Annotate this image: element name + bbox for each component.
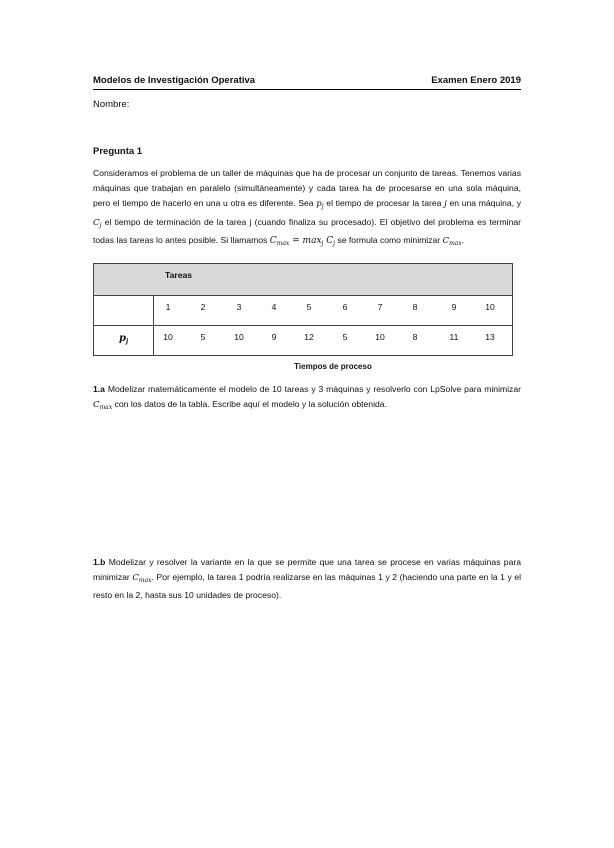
page-header xyxy=(93,75,521,90)
processing-time-cell: 5 xyxy=(200,332,206,342)
processing-time-cell: 8 xyxy=(412,332,418,342)
intro-text-1: Consideramos el problema de un taller de máquinas que ha de procesar un conjunto de tareas. Tenemos varias máquinas que trabajan en paralelo (simultáneamente) y cada tarea ha de procesarse en una sola máquina, pero el tiempo de hacerlo en una u otra es diferente. Sea xyxy=(93,168,521,209)
pj-symbol: $p_j$ xyxy=(316,199,324,211)
part-a-label: 1.a xyxy=(93,384,105,394)
part-a-statement: 1.a Modelizar matemáticamente el modelo de 10 tareas y 3 máquinas y resolverlo con LpSolve para minimizar $C_{max}$ con los datos de la tabla. Escribe aquí el modelo y la solución obtenida. xyxy=(93,384,521,412)
table-row-label: $p_j$ xyxy=(119,333,129,345)
exam-date: Examen Enero 2019 xyxy=(431,75,521,86)
intro-text-4: el tiempo de terminación de la tarea j (cuando finaliza su procesado). El objetivo del problema es terminar todas las tareas lo antes posible. Si llamamos xyxy=(93,216,521,245)
processing-time-cell: 9 xyxy=(271,332,277,342)
task-number-cell: 9 xyxy=(451,302,457,312)
task-number-cell: 7 xyxy=(377,302,383,312)
cmax-symbol-a: $C_{max}$ xyxy=(93,400,113,412)
j-symbol: j xyxy=(444,199,447,210)
cj-symbol: $C_j$ xyxy=(93,217,102,229)
processing-times-table xyxy=(93,263,513,356)
task-number-cell: 6 xyxy=(342,302,348,312)
task-number-cell: 5 xyxy=(306,302,312,312)
task-number-cell: 10 xyxy=(485,302,495,312)
intro-text-2: el tiempo de procesar la tarea xyxy=(326,198,442,209)
cmax-symbol-b: $C_{max}$ xyxy=(132,573,152,585)
task-number-cell: 1 xyxy=(165,302,171,312)
processing-time-cell: 10 xyxy=(163,332,173,342)
table-caption: Tiempos de proceso xyxy=(294,362,372,371)
task-number-cell: 4 xyxy=(271,302,277,312)
table-header-band xyxy=(94,264,512,296)
cmax-formula: $C_{max} = \max_j C_j$ xyxy=(269,235,336,247)
part-b-statement: 1.b Modelizar y resolver la variante en la que se permite que una tarea se procese en varias máquinas para minimizar $C_{max}$. Por ejemplo, la tarea 1 podría realizarse en las máquinas 1 y 2 (haciendo una parte en la 1 y el resto en la 2, hasta sus 10 unidades de proceso). xyxy=(93,557,522,601)
task-number-cell: 3 xyxy=(236,302,242,312)
intro-text-3: en una máquina, y xyxy=(449,198,522,209)
processing-time-cell: 12 xyxy=(304,332,314,342)
part-b-label: 1.b xyxy=(93,557,106,567)
question-title: Pregunta 1 xyxy=(93,146,143,157)
table-header-label: Tareas xyxy=(165,270,193,280)
task-number-cell: 2 xyxy=(200,302,206,312)
course-title: Modelos de Investigación Operativa xyxy=(93,75,256,86)
processing-time-cell: 5 xyxy=(342,332,348,342)
processing-time-cell: 10 xyxy=(234,332,244,342)
task-number-cell: 8 xyxy=(412,302,418,312)
processing-time-cell: 10 xyxy=(375,332,385,342)
processing-time-cell: 11 xyxy=(449,332,459,342)
processing-time-cell: 13 xyxy=(485,332,495,342)
intro-paragraph: Consideramos el problema de un taller de máquinas que ha de procesar un conjunto de tareas. Tenemos varias máquinas que trabajan en paralelo (simultáneamente) y cada tarea ha de procesarse en una sola máquina, pero el tiempo de hacerlo en una u otra es diferente. Sea $p_j$ el tiempo de procesar la tarea j en una máquina, y $C_j$ el tiempo de terminación de la tarea j (cuando finaliza su procesado). El objetivo del problema es terminar todas las tareas lo antes posible. Si llamamos $C_{max} = \max_j C_j$ se formula como minimizar $C_{max}$. xyxy=(93,168,522,247)
cmax-symbol: $C_{max}$ xyxy=(442,235,462,247)
name-label: Nombre: xyxy=(93,99,130,110)
intro-text-5: se formula como minimizar xyxy=(337,234,441,245)
